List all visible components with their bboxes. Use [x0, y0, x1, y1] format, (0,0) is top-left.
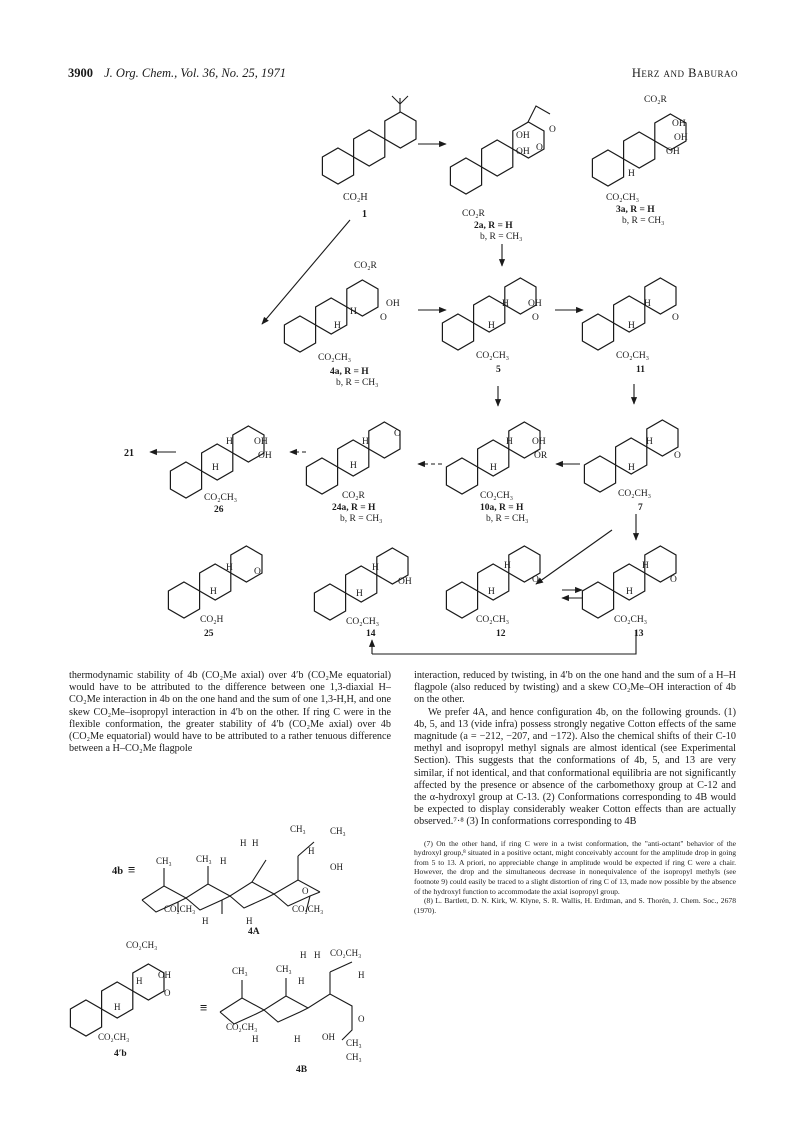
svg-text:4A: 4A: [248, 927, 260, 934]
svg-text:OH: OH: [666, 147, 680, 157]
svg-text:CH₃: CH₃: [290, 824, 306, 834]
svg-text:H: H: [240, 838, 247, 848]
svg-text:CH₃: CH₃: [156, 856, 172, 866]
svg-text:H: H: [506, 437, 513, 447]
svg-text:H: H: [628, 169, 635, 179]
svg-text:H: H: [226, 563, 233, 573]
svg-text:CO₂R: CO₂R: [462, 209, 485, 219]
svg-text:H: H: [300, 950, 307, 960]
svg-text:10a, R = H: 10a, R = H: [480, 503, 524, 513]
svg-text:O: O: [254, 567, 261, 577]
svg-text:≡: ≡: [128, 862, 136, 877]
svg-text:OH: OH: [330, 862, 343, 872]
svg-text:b, R = CH₃: b, R = CH₃: [336, 378, 379, 388]
svg-text:1: 1: [362, 209, 367, 220]
svg-text:H: H: [358, 970, 365, 980]
svg-text:O: O: [164, 988, 171, 998]
svg-text:14: 14: [366, 629, 376, 639]
svg-text:CO₂H: CO₂H: [343, 192, 368, 203]
svg-text:H: H: [502, 299, 509, 309]
right-paragraph-1: interaction, reduced by twisting, in 4′b on the one hand and the sum of a H–H flagpole (also reduced by twisting) and a skew CO₂Me–OH interaction of 4b on the other.: [414, 670, 736, 706]
svg-text:OH: OH: [528, 299, 542, 309]
page-header: [68, 66, 738, 84]
svg-text:OH: OH: [672, 119, 686, 129]
svg-text:CH₃: CH₃: [330, 826, 346, 836]
footnote-7: (7) On the other hand, if ring C were in a twist conformation, the "anti-octant" behavior of the hydroxyl group,⁸ situated in a positive octant, might conceivably account for the amplitude drop in going from 5 to 13. A priori, no appreciable change in amplitude would be expected if ring C were a chair. However, the drop and the simultaneous decrease in nonequivalence of the isopropyl methyls (see footnote 9) could easily be traced to a slight distortion of ring C of 13, made now possible by the absence of the hydroxyl function to accommodate the axial isopropyl group.: [414, 838, 736, 896]
svg-text:H: H: [356, 589, 363, 599]
svg-text:H: H: [628, 321, 635, 331]
svg-text:H: H: [362, 437, 369, 447]
svg-text:CO₂CH₃: CO₂CH₃: [616, 351, 650, 361]
svg-text:CO₂CH₃: CO₂CH₃: [606, 193, 640, 203]
svg-text:7: 7: [638, 503, 643, 513]
svg-text:OH: OH: [516, 147, 530, 157]
svg-text:H: H: [350, 461, 357, 471]
svg-text:H: H: [252, 838, 259, 848]
svg-text:H: H: [220, 856, 227, 866]
conformation-4B-figure: [60, 934, 400, 1084]
svg-text:CO₂CH₃: CO₂CH₃: [226, 1022, 258, 1032]
svg-text:12: 12: [496, 629, 506, 639]
svg-text:26: 26: [214, 505, 224, 515]
svg-text:OH: OH: [258, 451, 272, 461]
svg-text:O: O: [532, 575, 539, 585]
svg-text:11: 11: [636, 365, 645, 375]
svg-text:5: 5: [496, 365, 501, 375]
svg-text:H: H: [642, 561, 649, 571]
svg-text:≡: ≡: [200, 1000, 208, 1015]
compound-25: [168, 546, 262, 639]
svg-text:b, R = CH₃: b, R = CH₃: [480, 232, 523, 242]
svg-text:H: H: [114, 1002, 121, 1012]
svg-text:O: O: [380, 313, 387, 323]
svg-text:H: H: [646, 437, 653, 447]
svg-text:CO₂CH₃: CO₂CH₃: [318, 353, 352, 363]
svg-text:H: H: [626, 587, 633, 597]
svg-text:CO₂H: CO₂H: [200, 615, 224, 625]
svg-text:CO₂R: CO₂R: [354, 261, 377, 271]
svg-text:OH: OH: [254, 437, 268, 447]
svg-text:OH: OH: [158, 970, 171, 980]
footnote-8: (8) L. Bartlett, D. N. Kirk, W. Klyne, S. R. Wallis, H. Erdtman, and S. Thorén, J. Chem. Soc., 2678 (1970).: [414, 896, 736, 915]
compound-5: [442, 278, 541, 375]
svg-text:4B: 4B: [296, 1065, 308, 1075]
svg-text:H: H: [298, 976, 305, 986]
svg-text:H: H: [294, 1034, 301, 1044]
svg-text:O: O: [549, 125, 556, 135]
svg-text:OH: OH: [386, 299, 400, 309]
svg-text:CO₂CH₃: CO₂CH₃: [330, 948, 362, 958]
svg-text:H: H: [226, 437, 233, 447]
svg-text:O: O: [358, 1014, 365, 1024]
svg-text:CO₂CH₃: CO₂CH₃: [476, 615, 510, 625]
svg-text:OH: OH: [532, 437, 546, 447]
svg-text:O: O: [674, 451, 681, 461]
svg-text:O: O: [302, 886, 309, 896]
svg-text:H: H: [350, 307, 357, 317]
svg-text:H: H: [202, 916, 209, 926]
svg-text:H: H: [490, 463, 497, 473]
svg-text:4′b: 4′b: [114, 1049, 127, 1059]
svg-text:CH₃: CH₃: [346, 1038, 362, 1048]
compound-24: [306, 422, 401, 524]
conformation-4A-figure: [60, 812, 400, 934]
svg-text:CH₃: CH₃: [276, 964, 292, 974]
svg-text:H: H: [628, 463, 635, 473]
svg-text:CO₂CH₃: CO₂CH₃: [614, 615, 648, 625]
svg-text:OR: OR: [534, 451, 548, 461]
svg-text:O: O: [670, 575, 677, 585]
svg-text:H: H: [372, 563, 379, 573]
svg-text:H: H: [136, 976, 143, 986]
svg-text:H: H: [488, 587, 495, 597]
footnotes: [414, 839, 736, 916]
svg-text:24a, R = H: 24a, R = H: [332, 503, 376, 513]
svg-text:CH₃: CH₃: [232, 966, 248, 976]
left-text-column: [69, 670, 391, 755]
svg-text:CH₃: CH₃: [346, 1052, 362, 1062]
svg-text:CO₂CH₃: CO₂CH₃: [204, 493, 238, 503]
svg-text:OH: OH: [398, 577, 412, 587]
svg-text:CO₂CH₃: CO₂CH₃: [292, 904, 324, 914]
arrows: [150, 144, 636, 654]
svg-text:H: H: [334, 321, 341, 331]
svg-text:4b: 4b: [112, 866, 124, 877]
svg-text:OH: OH: [322, 1032, 335, 1042]
compound-10: [446, 422, 547, 524]
svg-text:25: 25: [204, 629, 214, 639]
svg-text:O: O: [672, 313, 679, 323]
svg-text:2a, R = H: 2a, R = H: [474, 221, 513, 231]
compound-14: [314, 548, 411, 639]
journal-citation: J. Org. Chem., Vol. 36, No. 25, 1971: [104, 66, 286, 80]
svg-text:CH₃: CH₃: [196, 854, 212, 864]
svg-text:H: H: [210, 587, 217, 597]
svg-text:CO₂CH₃: CO₂CH₃: [126, 940, 158, 950]
svg-text:H: H: [252, 1034, 259, 1044]
svg-text:CO₂CH₃: CO₂CH₃: [480, 491, 514, 501]
svg-text:H: H: [212, 463, 219, 473]
right-text-column: [414, 670, 736, 915]
svg-text:b, R = CH₃: b, R = CH₃: [486, 514, 529, 524]
svg-text:CO₂R: CO₂R: [342, 491, 365, 501]
svg-text:H: H: [488, 321, 495, 331]
svg-text:CO₂CH₃: CO₂CH₃: [476, 351, 510, 361]
svg-text:b, R = CH₃: b, R = CH₃: [340, 514, 383, 524]
svg-text:13: 13: [634, 629, 644, 639]
compound-11: [582, 278, 679, 375]
svg-text:CO₂CH₃: CO₂CH₃: [618, 489, 652, 499]
svg-text:OH: OH: [674, 133, 688, 143]
svg-text:4a, R = H: 4a, R = H: [330, 367, 369, 377]
svg-text:CO₂CH₃: CO₂CH₃: [164, 904, 196, 914]
svg-text:21: 21: [124, 448, 134, 459]
svg-text:O: O: [394, 429, 401, 439]
svg-text:CO₂CH₃: CO₂CH₃: [98, 1032, 130, 1042]
svg-text:H: H: [308, 846, 315, 856]
svg-text:O: O: [532, 313, 539, 323]
svg-text:CO₂CH₃: CO₂CH₃: [346, 617, 380, 627]
reaction-scheme: [0, 88, 805, 668]
compound-7: [584, 420, 681, 513]
svg-text:OH: OH: [516, 131, 530, 141]
svg-text:H: H: [504, 561, 511, 571]
svg-text:b, R = CH₃: b, R = CH₃: [622, 216, 665, 226]
compound-3: [592, 95, 687, 226]
page-number: 3900: [68, 66, 93, 80]
compound-13: [582, 546, 677, 639]
left-paragraph: thermodynamic stability of 4b (CO₂Me axial) over 4′b (CO₂Me equatorial) would have to be attributed to the difference between one 1,3-diaxial H–CO₂Me interaction in 4b on the one hand and the sum of one 1,3-H,H, and one skew CO₂Me–isopropyl interaction in 4′b on the other. If ring C were in the flexible conformation, the greater stability of 4′b (CO₂Me axial) over 4b (CO₂Me equatorial) would have to be attributed to a rather tenuous difference between a H–CO₂Me flagpole: [69, 670, 391, 755]
svg-text:O: O: [536, 143, 543, 153]
running-authors: Herz and Baburao: [631, 66, 738, 80]
svg-text:CO₂R: CO₂R: [644, 95, 667, 105]
svg-text:3a, R = H: 3a, R = H: [616, 205, 655, 215]
compound-1: [322, 96, 416, 220]
compound-12: [446, 546, 540, 639]
compound-4: [284, 261, 399, 388]
svg-text:H: H: [314, 950, 321, 960]
compound-26: [124, 426, 272, 515]
right-paragraph-2: We prefer 4A, and hence configuration 4b, on the following grounds. (1) 4b, 5, and 13 (vide infra) possess strongly negative Cotton effects of the same magnitude (a = −212, −207, and −172). Also the chemical shifts of their C-10 methyl and isopropyl methyl signals are almost identical (see Experimental Section). This suggests that the conformations of 4b, 5, and 13 are very similar, if not identical, and that conformational equilibria are not significantly affected by the presence or absence of the carbomethoxy group at C-12 and the α-hydroxyl group at C-13. (2) Conformations corresponding to 4B would be expected to display considerably weaker Cotton effects than are actually observed.⁷·⁸ (3) In conformations corresponding to 4B: [414, 706, 736, 828]
svg-text:H: H: [644, 299, 651, 309]
svg-text:H: H: [246, 916, 253, 926]
compound-2: [450, 106, 556, 242]
